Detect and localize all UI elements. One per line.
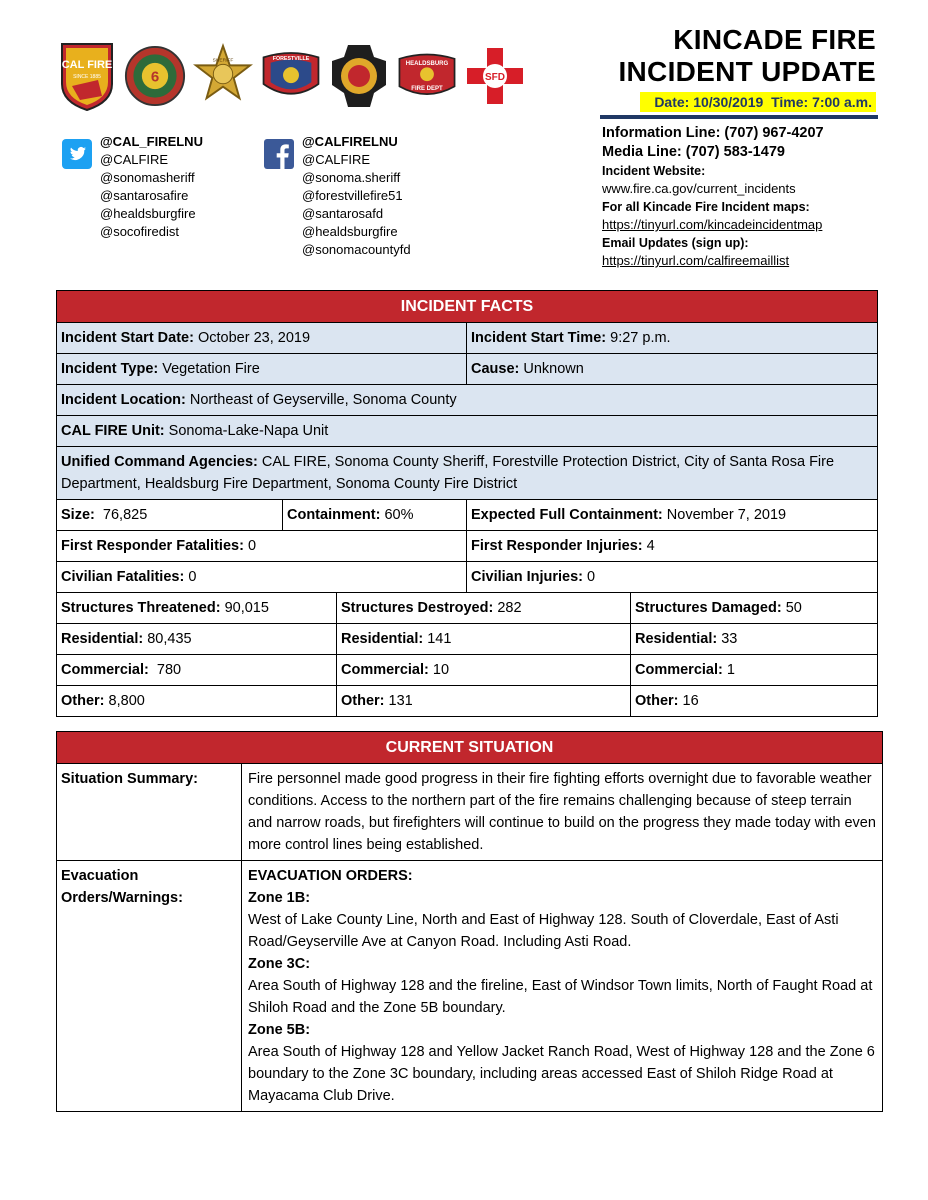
zone-name: Zone 1B:	[248, 890, 311, 906]
first-responder-injuries: 4	[646, 538, 655, 554]
situation-summary-label: Situation Summary:	[57, 764, 242, 860]
twitter-handle[interactable]: @CAL_FIRELNU	[100, 134, 203, 149]
start-time: 9:27 p.m.	[610, 330, 671, 346]
svg-text:SHERIFF: SHERIFF	[212, 58, 234, 64]
cal-fire-unit: Sonoma-Lake-Napa Unit	[168, 423, 329, 439]
zone-description: Area South of Highway 128 and the fireline, East of Windsor Town limits, North of Faught Road at Shiloh Road and the Zone 5B boundary.	[248, 978, 873, 1016]
sheriff-star-logo	[192, 44, 254, 108]
table-row: Residential: 80,435 Residential: 141 Residential: 33	[57, 624, 877, 655]
cause: Unknown	[523, 361, 584, 377]
facebook-icon	[264, 139, 294, 169]
zone-name: Zone 5B:	[248, 1022, 311, 1038]
zone-description: Area South of Highway 128 and Yellow Jacket Ranch Road, West of Highway 128 and the Zone 6 boundary to the Zone 3C boundary, including areas accessed East of Shiloh Ridge Road at Mayacama Club Drive.	[248, 1044, 875, 1104]
facebook-handle[interactable]: @forestvillefire51	[302, 188, 403, 203]
twitter-handle[interactable]: @healdsburgfire	[100, 206, 196, 221]
table-row: Incident Type: Vegetation Fire Cause: Unknown	[57, 354, 877, 385]
svg-text:SINCE 1885: SINCE 1885	[73, 74, 101, 80]
table-row: Incident Location: Northeast of Geyserville, Sonoma County	[57, 385, 877, 416]
table-row: Commercial: 780 Commercial: 10 Commercial: 1	[57, 655, 877, 686]
start-date: October 23, 2019	[197, 330, 311, 346]
website-label: Incident Website:	[602, 164, 706, 178]
size: 76,825	[102, 507, 148, 523]
damaged-residential: 33	[721, 631, 738, 647]
twitter-handle[interactable]: @CALFIRE	[100, 152, 169, 167]
table-row: First Responder Fatalities: 0 First Responder Injuries: 4	[57, 531, 877, 562]
email-label: Email Updates (sign up):	[602, 236, 749, 250]
maps-label: For all Kincade Fire Incident maps:	[602, 200, 810, 214]
facebook-block	[264, 133, 411, 259]
civilian-injuries: 0	[587, 569, 596, 585]
email-link[interactable]: https://tinyurl.com/calfireemaillist	[602, 253, 790, 268]
table-row: Structures Threatened: 90,015 Structures Destroyed: 282 Structures Damaged: 50	[57, 593, 877, 624]
zone-description: West of Lake County Line, North and East of Highway 128. South of Cloverdale, East of Asti Road/Geyserville Ave at Canyon Road. Including Asti Road.	[248, 912, 839, 950]
incident-location: Northeast of Geyserville, Sonoma County	[189, 392, 457, 408]
website-link[interactable]: www.fire.ca.gov/current_incidents	[602, 181, 796, 196]
sonoma-county-fire-logo	[328, 44, 390, 108]
facebook-handle[interactable]: @healdsburgfire	[302, 224, 398, 239]
threatened-residential: 80,435	[147, 631, 192, 647]
svg-text:CAL FIRE: CAL FIRE	[61, 59, 113, 71]
structures-destroyed: 282	[497, 600, 522, 616]
table-row: Unified Command Agencies: CAL FIRE, Sonoma County Sheriff, Forestville Protection District, City of Santa Rosa Fire Department, Healdsburg Fire Department, Sonoma County Fire District	[57, 447, 877, 500]
facebook-handle[interactable]: @CALFIRELNU	[302, 134, 398, 149]
svg-text:SFD: SFD	[485, 72, 505, 83]
containment: 60%	[384, 507, 414, 523]
damaged-other: 16	[682, 693, 699, 709]
page-subtitle: INCIDENT UPDATE	[618, 56, 876, 87]
evacuation-label: Evacuation Orders/Warnings:	[57, 861, 242, 1111]
threatened-other: 8,800	[108, 693, 145, 709]
twitter-handle[interactable]: @santarosafire	[100, 188, 189, 203]
media-line: Media Line: (707) 583-1479	[602, 144, 785, 160]
table-row: Incident Start Date: October 23, 2019 Incident Start Time: 9:27 p.m.	[57, 323, 877, 354]
twitter-handle[interactable]: @sonomasheriff	[100, 170, 195, 185]
time-label: Time:	[771, 94, 809, 110]
evacuation-orders-heading: EVACUATION ORDERS:	[248, 868, 413, 884]
facebook-handle[interactable]: @sonoma.sheriff	[302, 170, 401, 185]
page-title: KINCADE FIRE	[673, 24, 876, 55]
cal-fire-logo	[56, 44, 118, 108]
sfd-logo	[464, 44, 526, 108]
twitter-block	[62, 133, 203, 241]
table-row: Civilian Fatalities: 0 Civilian Injuries: 0	[57, 562, 877, 593]
civilian-fatalities: 0	[188, 569, 197, 585]
time-value: 7:00 a.m.	[812, 94, 872, 110]
facebook-handle[interactable]: @CALFIRE	[302, 152, 371, 167]
date-time-bar	[640, 92, 876, 112]
information-line: Information Line: (707) 967-4207	[602, 125, 824, 141]
svg-text:FORESTVILLE: FORESTVILLE	[272, 56, 310, 63]
healdsburg-fire-dept-logo	[396, 44, 458, 108]
forestville-logo	[260, 44, 322, 108]
table-row	[57, 861, 882, 1111]
destroyed-other: 131	[388, 693, 413, 709]
table-row: Size: 76,825 Containment: 60% Expected Full Containment: November 7, 2019	[57, 500, 877, 531]
contact-info	[602, 124, 902, 270]
date-label: Date:	[654, 94, 690, 110]
current-situation-heading: CURRENT SITUATION	[57, 732, 882, 764]
first-responder-fatalities: 0	[247, 538, 257, 554]
svg-text:HEALDSBURG: HEALDSBURG	[405, 60, 449, 67]
threatened-commercial: 780	[156, 662, 182, 678]
incident-facts-table	[56, 290, 878, 717]
facebook-handle[interactable]: @santarosafd	[302, 206, 384, 221]
damaged-commercial: 1	[726, 662, 735, 678]
svg-text:FIRE DEPT: FIRE DEPT	[411, 85, 443, 92]
table-row: CAL FIRE Unit: Sonoma-Lake-Napa Unit	[57, 416, 877, 447]
header-divider	[600, 115, 878, 119]
structures-threatened: 90,015	[224, 600, 269, 616]
maps-link[interactable]: https://tinyurl.com/kincadeincidentmap	[602, 217, 823, 232]
agency-logos	[56, 38, 526, 114]
svg-text:6: 6	[150, 68, 160, 86]
twitter-handle[interactable]: @socofiredist	[100, 224, 179, 239]
full-containment: November 7, 2019	[666, 507, 787, 523]
table-row	[57, 764, 882, 861]
title-block	[618, 24, 876, 88]
table-row: Other: 8,800 Other: 131 Other: 16	[57, 686, 877, 716]
santa-rosa-fire-logo	[124, 44, 186, 108]
twitter-icon	[62, 139, 92, 169]
destroyed-residential: 141	[427, 631, 452, 647]
incident-type: Vegetation Fire	[162, 361, 260, 377]
destroyed-commercial: 10	[432, 662, 450, 678]
date-value: 10/30/2019	[693, 94, 764, 110]
zone-name: Zone 3C:	[248, 956, 311, 972]
unified-command-agencies: CAL FIRE, Sonoma County Sheriff, Forestville Protection District, City of Santa Rosa Fire Department, Healdsburg Fire Department, Sonoma County Fire District	[61, 454, 835, 492]
facebook-handle[interactable]: @sonomacountyfd	[302, 242, 411, 257]
current-situation-table	[56, 731, 883, 1112]
structures-damaged: 50	[785, 600, 802, 616]
situation-summary: Fire personnel made good progress in their fire fighting efforts overnight due to favorable weather conditions. Access to the northern part of the fire remains challenging because of steep terrain and narrow roads, but firefighters will continue to build on the progress they made today with even more control lines being established.	[248, 771, 876, 853]
incident-facts-heading: INCIDENT FACTS	[57, 291, 877, 323]
